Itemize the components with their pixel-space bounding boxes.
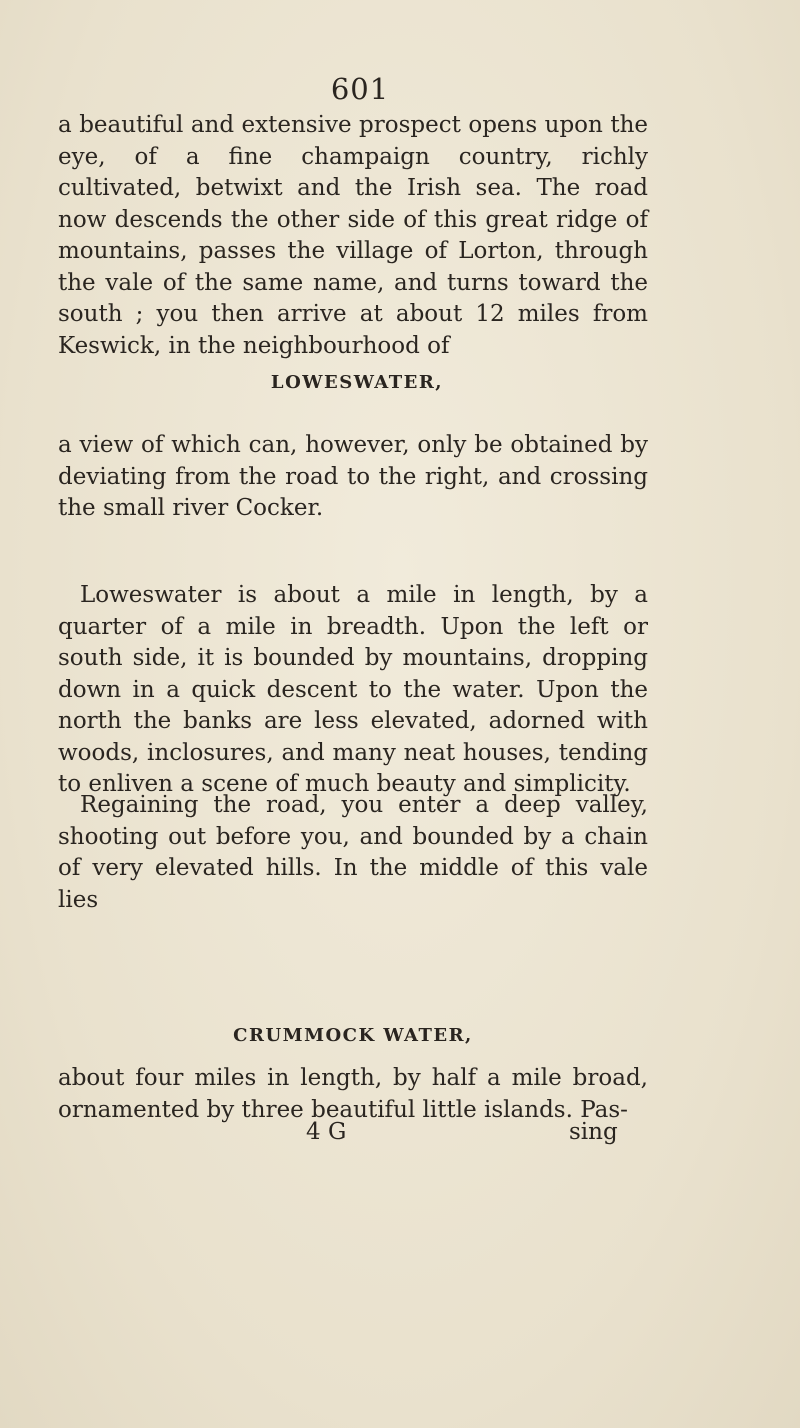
- paragraph-text: Loweswater is about a mile in length, by a quarter of a mile in breadth. Upon the left or south side, it is bounded by mountains, dropping down in a quick descent to the water. Upon the north the banks are less elevated, adorned with woods, inclosures, and many neat houses, tending to enliven a scene of much beauty and simplicity.: [58, 582, 648, 797]
- paragraph-view: [58, 430, 648, 525]
- paragraph-crummock-description: [58, 1063, 648, 1126]
- paragraph-prospect: [58, 110, 648, 362]
- page-footer: [0, 1119, 800, 1153]
- paragraph-text: a beautiful and extensive prospect opens upon the eye, of a fine champaign country, richly cultivated, betwixt and the Irish sea. The road now descends the other side of this great ridge of mountains, passes the village of Lorton, through the vale of the same name, and turns toward the south ; you then arrive at about 12 miles from Keswick, in the neighbourhood of: [58, 112, 648, 359]
- paragraph-text: about four miles in length, by half a mile broad, ornamented by three beautiful little islands. Pas-: [58, 1065, 648, 1123]
- signature-mark: 4 G: [306, 1119, 347, 1145]
- paragraph-loweswater-description: [58, 580, 648, 801]
- paragraph-text: a view of which can, however, only be obtained by deviating from the road to the right, and crossing the small river Cocker.: [58, 432, 648, 521]
- page-number: 601: [330, 72, 390, 106]
- section-heading-crummock-water: CRUMMOCK WATER,: [233, 1025, 473, 1046]
- paragraph-text: Regaining the road, you enter a deep valley, shooting out before you, and bounded by a chain of very elevated hills. In the middle of this vale lies: [58, 792, 648, 913]
- paragraph-regaining-road: [58, 790, 648, 916]
- section-heading-loweswater: LOWESWATER,: [270, 372, 444, 393]
- catchword: sing: [569, 1119, 618, 1145]
